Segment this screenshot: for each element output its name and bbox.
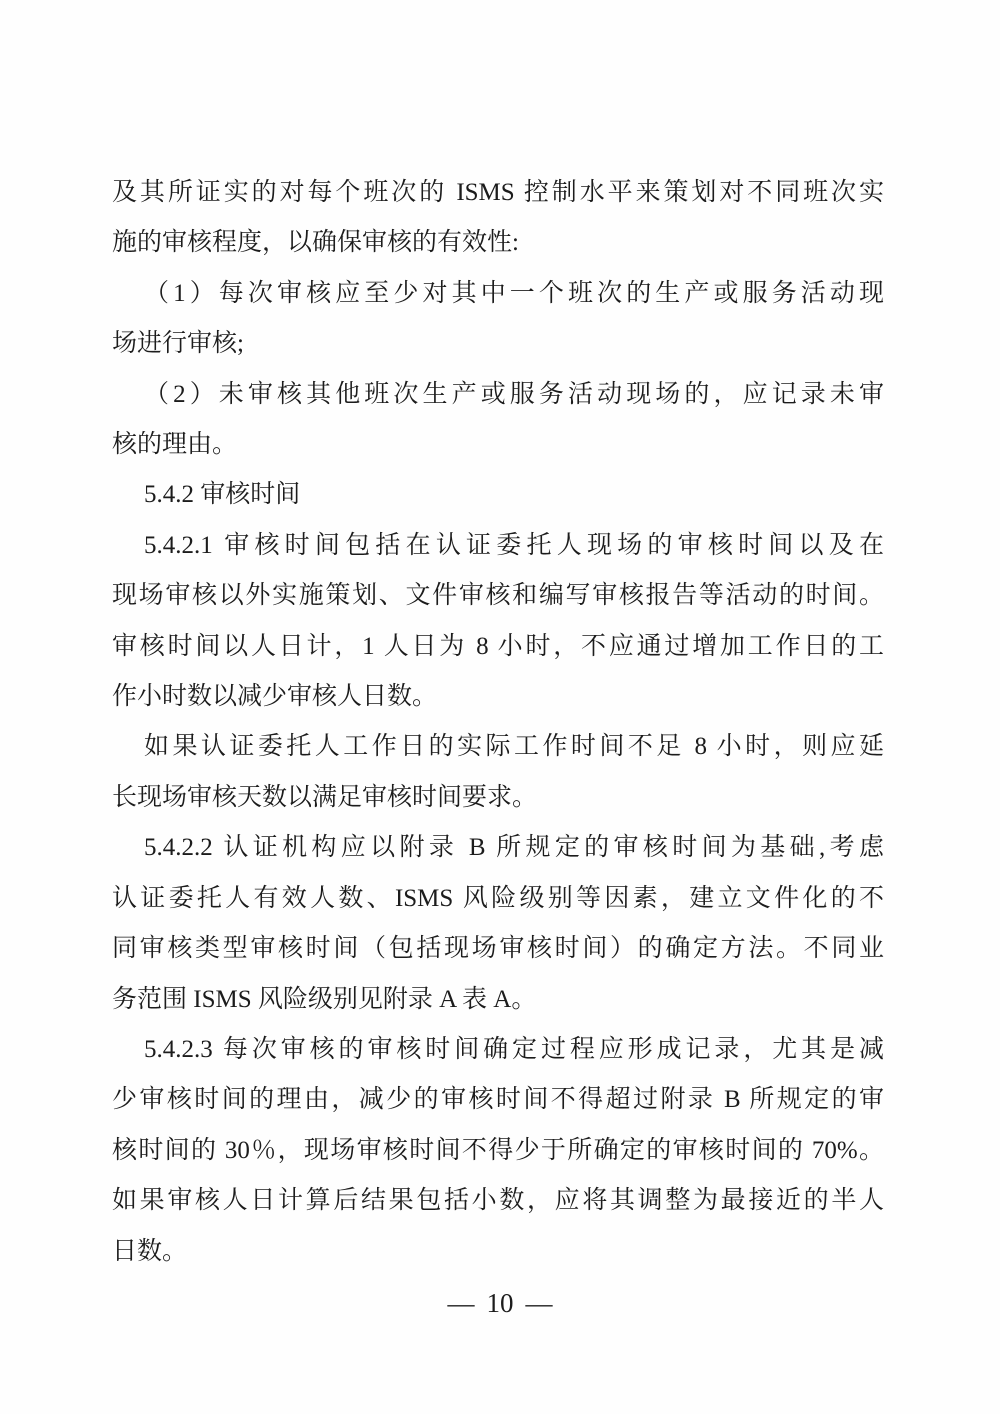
text-line: 施的审核程度，以确保审核的有效性: xyxy=(112,229,519,257)
page-number: 10 xyxy=(486,1288,514,1318)
footer-right-dash: — xyxy=(525,1288,553,1318)
text-line: 审核时间以人日计，1 人日为 8 小时，不应通过增加工作日的工 xyxy=(112,632,884,660)
text-line: 5.4.2.3 每次审核的审核时间确定过程应形成记录，尤其是减 xyxy=(144,1035,884,1063)
text-line: 5.4.2 审核时间 xyxy=(144,481,301,509)
text-line: 核的理由。 xyxy=(112,431,238,459)
text-line: 同审核类型审核时间（包括现场审核时间）的确定方法。不同业 xyxy=(112,935,884,963)
body-text xyxy=(112,168,884,1277)
text-line: 务范围 ISMS 风险级别见附录 A 表 A。 xyxy=(112,985,537,1013)
text-line: 5.4.2.2 认证机构应以附录 B 所规定的审核时间为基础,考虑 xyxy=(144,834,884,862)
text-line: 场进行审核; xyxy=(112,330,244,358)
text-line: 如果审核人日计算后结果包括小数，应将其调整为最接近的半人 xyxy=(112,1187,884,1215)
text-line: 及其所证实的对每个班次的 ISMS 控制水平来策划对不同班次实 xyxy=(112,179,884,206)
text-line: 长现场审核天数以满足审核时间要求。 xyxy=(112,783,538,811)
text-line: （1）每次审核应至少对其中一个班次的生产或服务活动现 xyxy=(144,279,884,307)
text-line: 核时间的 30％，现场审核时间不得少于所确定的审核时间的 70%。 xyxy=(112,1136,884,1164)
text-line: 认证委托人有效人数、ISMS 风险级别等因素，建立文件化的不 xyxy=(112,884,884,912)
text-line: （2）未审核其他班次生产或服务活动现场的，应记录未审 xyxy=(144,380,884,408)
page-footer xyxy=(0,1288,1000,1319)
text-line: 日数。 xyxy=(112,1237,188,1265)
text-line: 少审核时间的理由，减少的审核时间不得超过附录 B 所规定的审 xyxy=(112,1086,884,1114)
text-line: 作小时数以减少审核人日数。 xyxy=(112,683,438,711)
text-line: 如果认证委托人工作日的实际工作时间不足 8 小时，则应延 xyxy=(144,733,884,761)
text-line: 现场审核以外实施策划、文件审核和编写审核报告等活动的时间。 xyxy=(112,582,884,610)
text-line: 5.4.2.1 审核时间包括在认证委托人现场的审核时间以及在 xyxy=(144,531,884,559)
footer-left-dash: — xyxy=(447,1288,475,1318)
